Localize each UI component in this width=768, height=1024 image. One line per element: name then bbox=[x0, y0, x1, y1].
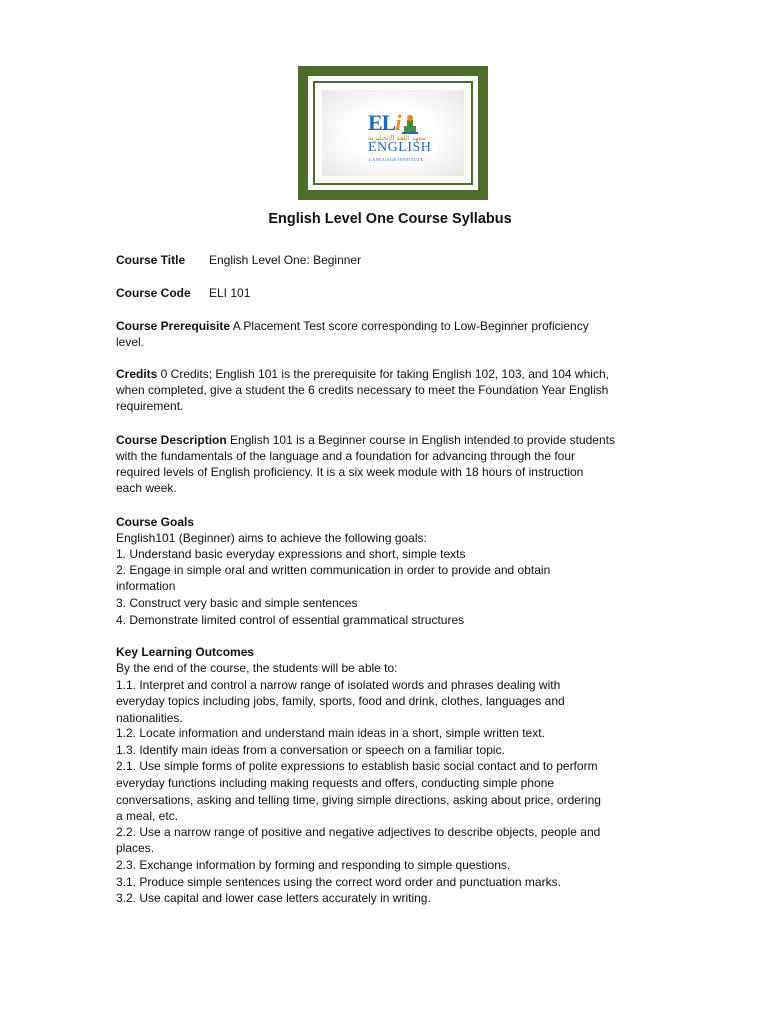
description-line bbox=[116, 432, 615, 448]
outcome-item: conversations, asking and telling time, giving simple directions, asking about price, ordering bbox=[116, 793, 601, 807]
outcome-item: 3.1. Produce simple sentences using the correct word order and punctuation marks. bbox=[116, 875, 561, 889]
course-code-label: Course Code bbox=[116, 286, 191, 300]
credits-text: when completed, give a student the 6 credits necessary to meet the Foundation Year English bbox=[116, 383, 609, 397]
page-title: English Level One Course Syllabus bbox=[268, 211, 512, 227]
logo-english-text: ENGLISH bbox=[368, 140, 432, 155]
description-text: required levels of English proficiency. It is a six week module with 18 hours of instruction bbox=[116, 465, 584, 479]
outcome-item: a meal, etc. bbox=[116, 809, 179, 823]
description-text: with the fundamentals of the language and a foundation for advancing through the four bbox=[116, 449, 575, 463]
goals-item: 1. Understand basic everyday expressions and short, simple texts bbox=[116, 547, 466, 561]
logo-border bbox=[308, 76, 478, 190]
description-text: English 101 is a Beginner course in English intended to provide students bbox=[226, 433, 615, 447]
outcome-item: 1.2. Locate information and understand main ideas in a short, simple written text. bbox=[116, 726, 545, 740]
outcome-item: everyday topics including jobs, family, sports, food and drink, clothes, languages and bbox=[116, 694, 565, 708]
prerequisite-text: A Placement Test score corresponding to Low-Beginner proficiency bbox=[230, 319, 589, 333]
eli-logo bbox=[368, 110, 442, 164]
outcome-item: 2.2. Use a narrow range of positive and negative adjectives to describe objects, people and bbox=[116, 825, 601, 839]
credits-text: 0 Credits; English 101 is the prerequisite for taking English 102, 103, and 104 which, bbox=[157, 367, 609, 381]
credits-text: requirement. bbox=[116, 399, 184, 413]
prerequisite-line bbox=[116, 318, 589, 334]
goals-item: English101 (Beginner) aims to achieve the following goals: bbox=[116, 531, 427, 545]
course-title-label: Course Title bbox=[116, 253, 186, 267]
outcome-item: places. bbox=[116, 841, 155, 855]
description-label: Course Description bbox=[116, 433, 227, 447]
logo-mat bbox=[322, 90, 464, 176]
outcome-item: 2.1. Use simple forms of polite expressions to establish basic social contact and to perform bbox=[116, 759, 598, 773]
outcome-item: 3.2. Use capital and lower case letters accurately in writing. bbox=[116, 891, 431, 905]
logo-eli-text: ELi bbox=[368, 110, 401, 135]
outcome-item: By the end of the course, the students will be able to: bbox=[116, 661, 398, 675]
outcomes-heading: Key Learning Outcomes bbox=[116, 645, 255, 659]
outcome-item: nationalities. bbox=[116, 711, 183, 725]
outcome-item: 2.3. Exchange information by forming and responding to simple questions. bbox=[116, 858, 511, 872]
goals-item: 2. Engage in simple oral and written communication in order to provide and obtain bbox=[116, 563, 551, 577]
course-code-value: ELI 101 bbox=[209, 286, 251, 300]
prerequisite-label: Course Prerequisite bbox=[116, 319, 231, 333]
goals-item: 4. Demonstrate limited control of essential grammatical structures bbox=[116, 613, 465, 627]
logo-frame bbox=[298, 66, 488, 200]
prerequisite-text: level. bbox=[116, 335, 145, 349]
goals-item: information bbox=[116, 579, 176, 593]
logo-inner-border bbox=[313, 81, 473, 185]
building-icon bbox=[402, 114, 418, 134]
goals-item: 3. Construct very basic and simple sentences bbox=[116, 596, 358, 610]
outcome-item: 1.1. Interpret and control a narrow range of isolated words and phrases dealing with bbox=[116, 678, 561, 692]
logo-arabic-text: معهد اللغة الإنجليزية bbox=[368, 135, 426, 142]
description-text: each week. bbox=[116, 481, 177, 495]
course-title-value: English Level One: Beginner bbox=[209, 253, 362, 267]
credits-line bbox=[116, 366, 609, 382]
outcome-item: everyday functions including making requests and offers, conducting simple phone bbox=[116, 776, 555, 790]
goals-heading: Course Goals bbox=[116, 515, 195, 529]
logo-institute-text: LANGUAGE INSTITUTE bbox=[369, 157, 424, 162]
credits-label: Credits bbox=[116, 367, 158, 381]
outcome-item: 1.3. Identify main ideas from a conversation or speech on a familiar topic. bbox=[116, 743, 505, 757]
